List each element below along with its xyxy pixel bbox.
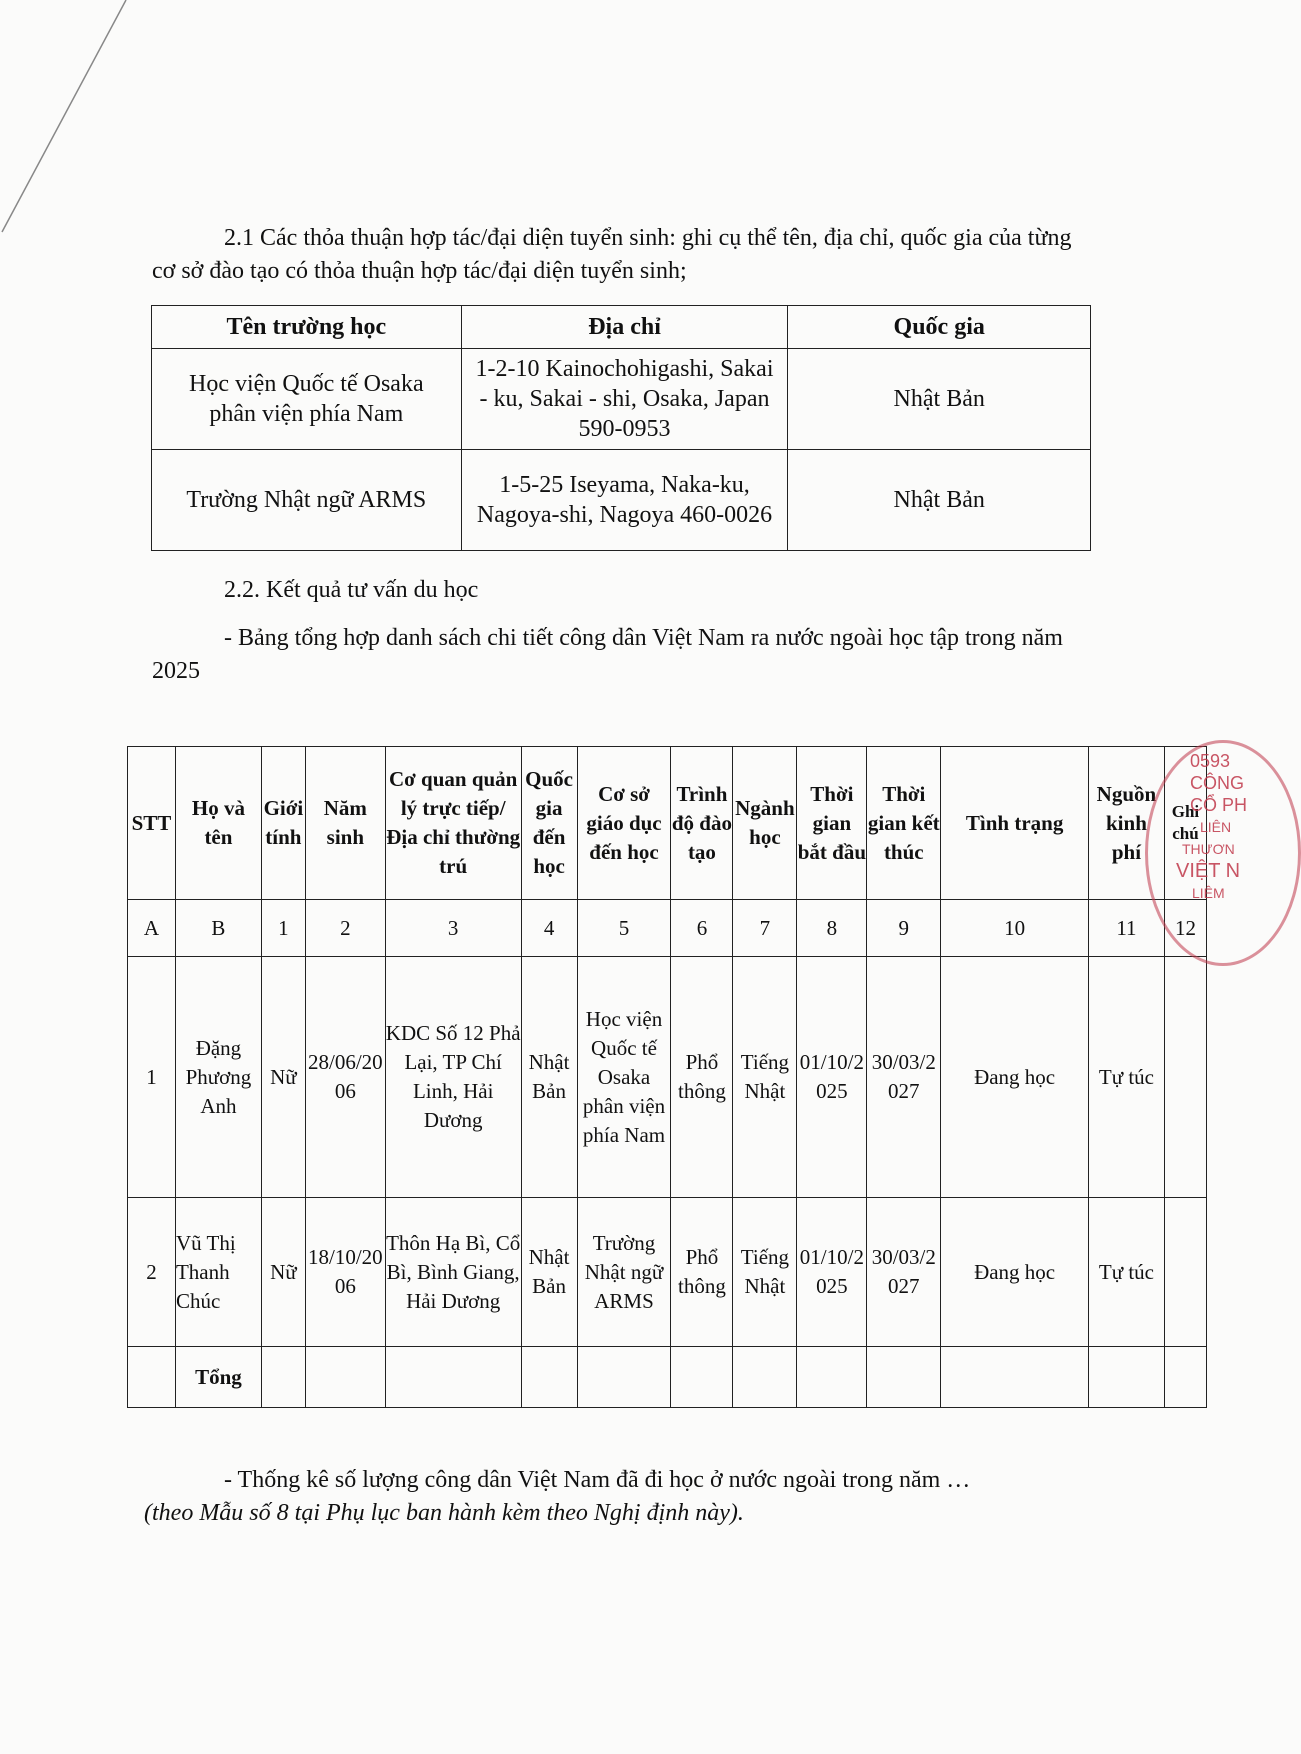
header-gender: Giới tính xyxy=(261,747,305,900)
index-cell: 9 xyxy=(867,900,941,957)
header-major: Ngành học xyxy=(733,747,797,900)
header-school-name: Tên trường học xyxy=(152,306,462,349)
school-address: 1-5-25 Iseyama, Naka-ku, Nagoya-shi, Nagoya 460-0026 xyxy=(461,450,788,551)
cell-notes xyxy=(1164,1198,1206,1347)
cell-status: Đang học xyxy=(941,957,1089,1198)
cell-stt: 2 xyxy=(128,1198,176,1347)
cell-institution: Trường Nhật ngữ ARMS xyxy=(577,1198,671,1347)
index-cell: 8 xyxy=(797,900,867,957)
index-cell: 10 xyxy=(941,900,1089,957)
statistics-paragraph xyxy=(144,1464,1112,1530)
index-row xyxy=(128,900,1207,957)
school-name: Học viện Quốc tế Osaka phân viện phía Nam xyxy=(152,349,462,450)
index-cell: 11 xyxy=(1088,900,1164,957)
cell-empty xyxy=(1164,1347,1206,1408)
cell-notes xyxy=(1164,957,1206,1198)
cell-start-date: 01/10/2025 xyxy=(797,957,867,1198)
cell-country: Nhật Bản xyxy=(521,1198,577,1347)
header-notes: Ghi chú xyxy=(1164,747,1206,900)
cell-empty xyxy=(797,1347,867,1408)
table-row xyxy=(152,450,1091,551)
table-row xyxy=(128,1198,1207,1347)
cell-start-date: 01/10/2025 xyxy=(797,1198,867,1347)
cell-level: Phổ thông xyxy=(671,1198,733,1347)
cell-level: Phổ thông xyxy=(671,957,733,1198)
index-cell: 5 xyxy=(577,900,671,957)
statistics-line: - Thống kê số lượng công dân Việt Nam đã đi học ở nước ngoài trong năm … xyxy=(224,1467,971,1493)
index-cell: 7 xyxy=(733,900,797,957)
cell-stt: 1 xyxy=(128,957,176,1198)
cell-empty xyxy=(1088,1347,1164,1408)
cell-full-name: Đặng Phương Anh xyxy=(175,957,261,1198)
cell-major: Tiếng Nhật xyxy=(733,1198,797,1347)
header-country: Quốc gia xyxy=(788,306,1091,349)
cell-end-date: 30/03/2027 xyxy=(867,957,941,1198)
index-cell: 4 xyxy=(521,900,577,957)
cell-empty xyxy=(671,1347,733,1408)
cell-empty xyxy=(261,1347,305,1408)
cell-empty xyxy=(521,1347,577,1408)
header-start-date: Thời gian bắt đầu xyxy=(797,747,867,900)
scan-fold-mark xyxy=(0,0,140,240)
school-address: 1-2-10 Kainochohigashi, Sakai - ku, Sakai - shi, Osaka, Japan 590-0953 xyxy=(461,349,788,450)
index-cell: 3 xyxy=(385,900,521,957)
cell-birth-date: 18/10/2006 xyxy=(305,1198,385,1347)
cell-empty xyxy=(733,1347,797,1408)
section-2-2-heading: 2.2. Kết quả tư vấn du học xyxy=(224,577,479,603)
summary-intro-text: - Bảng tổng hợp danh sách chi tiết công dân Việt Nam ra nước ngoài học tập trong năm 2025 xyxy=(152,625,1063,684)
header-stt: STT xyxy=(128,747,176,900)
stamp-line: 0593 xyxy=(1190,751,1231,771)
cell-gender: Nữ xyxy=(261,1198,305,1347)
cell-address: KDC Số 12 Phả Lại, TP Chí Linh, Hải Dương xyxy=(385,957,521,1198)
statistics-note: (theo Mẫu số 8 tại Phụ lục ban hành kèm theo Nghị định này). xyxy=(144,1500,744,1526)
stamp-line: CỔ PH xyxy=(1190,795,1248,815)
index-cell: 6 xyxy=(671,900,733,957)
students-table xyxy=(127,746,1207,1408)
school-name: Trường Nhật ngữ ARMS xyxy=(152,450,462,551)
schools-table xyxy=(151,305,1091,551)
school-country: Nhật Bản xyxy=(788,349,1091,450)
cell-empty xyxy=(577,1347,671,1408)
header-country: Quốc gia đến học xyxy=(521,747,577,900)
stamp-line: LIÊN xyxy=(1200,819,1232,835)
cell-address: Thôn Hạ Bì, Cổ Bì, Bình Giang, Hải Dương xyxy=(385,1198,521,1347)
cell-end-date: 30/03/2027 xyxy=(867,1198,941,1347)
school-country: Nhật Bản xyxy=(788,450,1091,551)
cell-gender: Nữ xyxy=(261,957,305,1198)
cell-empty xyxy=(867,1347,941,1408)
header-address: Cơ quan quản lý trực tiếp/ Địa chỉ thường trú xyxy=(385,747,521,900)
cell-empty xyxy=(305,1347,385,1408)
table-row xyxy=(128,957,1207,1198)
header-status: Tình trạng xyxy=(941,747,1089,900)
header-full-name: Họ và tên xyxy=(175,747,261,900)
header-level: Trình độ đào tạo xyxy=(671,747,733,900)
section-2-1-text: 2.1 Các thỏa thuận hợp tác/đại diện tuyển sinh: ghi cụ thể tên, địa chỉ, quốc gia của từng cơ sở đào tạo có thỏa thuận hợp tác/đại diện tuyển sinh; xyxy=(152,225,1072,284)
header-address: Địa chỉ xyxy=(461,306,788,349)
stamp-line: CÔNG xyxy=(1190,773,1244,793)
stamp-line: LIÊM xyxy=(1192,885,1225,901)
company-stamp xyxy=(1160,750,1280,950)
cell-funding: Tự túc xyxy=(1088,1198,1164,1347)
cell-empty xyxy=(941,1347,1089,1408)
cell-institution: Học viện Quốc tế Osaka phân viện phía Nam xyxy=(577,957,671,1198)
index-cell: A xyxy=(128,900,176,957)
cell-funding: Tự túc xyxy=(1088,957,1164,1198)
stamp-line: THƯƠN xyxy=(1182,841,1235,857)
cell-country: Nhật Bản xyxy=(521,957,577,1198)
cell-full-name: Vũ Thị Thanh Chúc xyxy=(175,1198,261,1347)
index-cell: 2 xyxy=(305,900,385,957)
header-birth-date: Năm sinh xyxy=(305,747,385,900)
students-table-header xyxy=(128,747,1207,900)
cell-status: Đang học xyxy=(941,1198,1089,1347)
table-row xyxy=(152,349,1091,450)
index-cell: B xyxy=(175,900,261,957)
total-row xyxy=(128,1347,1207,1408)
header-funding: Nguồn kinh phí xyxy=(1088,747,1164,900)
index-cell: 12 xyxy=(1164,900,1206,957)
cell-empty xyxy=(128,1347,176,1408)
index-cell: 1 xyxy=(261,900,305,957)
stamp-line: VIỆT N xyxy=(1176,860,1241,882)
cell-major: Tiếng Nhật xyxy=(733,957,797,1198)
cell-empty xyxy=(385,1347,521,1408)
header-end-date: Thời gian kết thúc xyxy=(867,747,941,900)
cell-birth-date: 28/06/2006 xyxy=(305,957,385,1198)
total-label: Tổng xyxy=(175,1347,261,1408)
schools-table-header xyxy=(152,306,1091,349)
header-institution: Cơ sở giáo dục đến học xyxy=(577,747,671,900)
